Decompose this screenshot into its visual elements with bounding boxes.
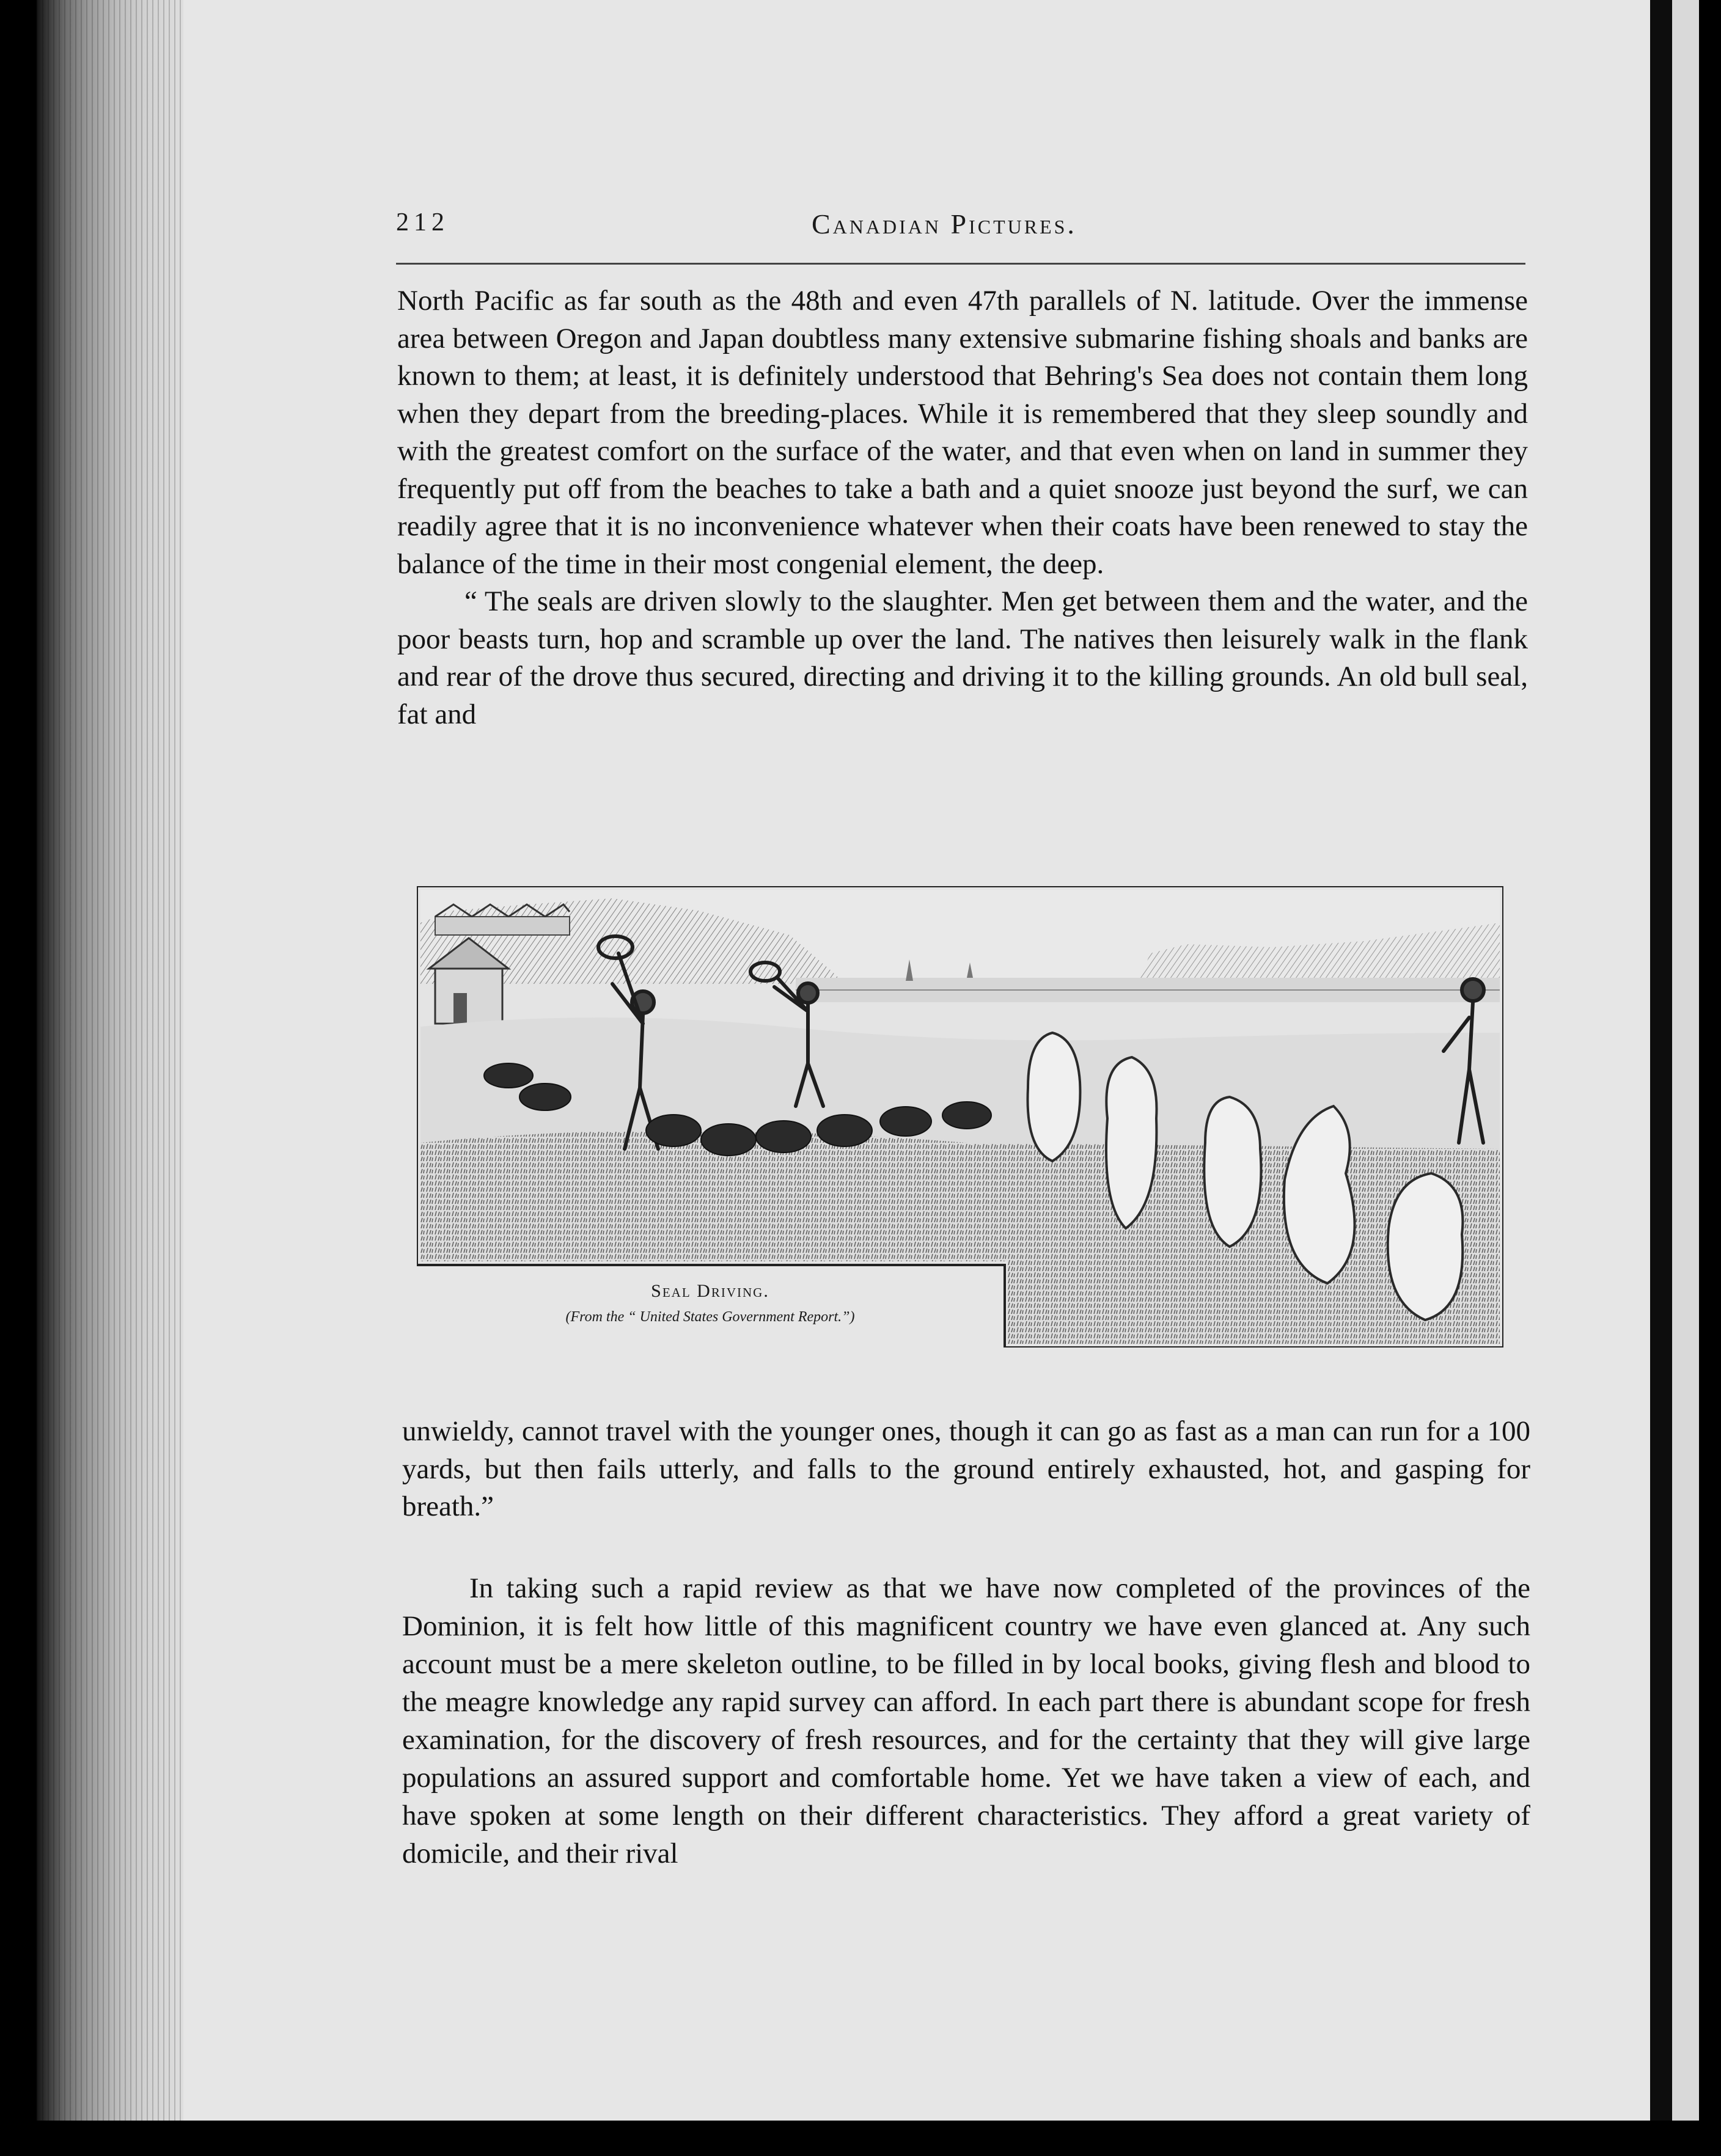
body-text-bottom: [402, 1569, 1530, 1872]
body-text-continuation: [402, 1413, 1530, 1526]
figure-source: (From the “ United States Government Report.”): [565, 1309, 855, 1325]
body-text-top: [397, 282, 1528, 733]
running-title: Canadian Pictures.: [812, 208, 1077, 240]
figure-title: Seal Driving.: [651, 1281, 769, 1301]
paragraph-conclusion: In taking such a rapid review as that we have now completed of the provinces of the Dominion, it is felt how little of this magnificent country we have even glanced at. Any such account must be a mere skeleton outline, to be filled in by local books, giving flesh and blood to the meagre knowledge any rapid survey can afford. In each part there is abundant scope for fresh examination, for the discovery of fresh resources, and for the certainty that they will give large populations an assured support and comfortable home. Yet we have taken a view of each, and have spoken at some length on their different characteristics. They afford a great variety of domicile, and their rival: [402, 1572, 1530, 1869]
seal-driving-illustration: [417, 886, 1503, 1348]
page-number: 212: [396, 208, 449, 237]
running-head: [396, 208, 1525, 244]
facing-page-edge: [1672, 0, 1699, 2121]
binding-gutter: [1650, 0, 1672, 2156]
scan-bottom-border: [0, 2121, 1721, 2156]
page-edge-stack: [37, 0, 183, 2121]
figure-caption: [417, 1281, 1004, 1326]
paragraph-quotation-end: unwieldy, cannot travel with the younger ones, though it can go as fast as a man can run for a 100 yards, but then fails utterly, and falls to the ground entirely exhausted, hot, and gasping for breath.”: [402, 1415, 1530, 1522]
paragraph-quotation: “ The seals are driven slowly to the slaughter. Men get between them and the water, and the poor beasts turn, hop and scramble up over the land. The natives then leisurely walk in the flank and rear of the drove thus secured, directing and driving it to the killing grounds. An old bull seal, fat and: [397, 585, 1528, 730]
header-rule: [396, 263, 1525, 265]
paragraph-continued: North Pacific as far south as the 48th and even 47th parallels of N. latitude. Over the immense area between Oregon and Japan doubtless many extensive submarine fishing shoals and banks are known to them; at least, it is definitely understood that Behring's Sea does not contain them long when they depart from the breeding-places. While it is remembered that they sleep soundly and with the greatest comfort on the surface of the water, and that even when on land in summer they frequently put off from the beaches to take a bath and a quiet snooze just beyond the surf, we can readily agree that it is no inconvenience whatever when their coats have been renewed to stay the balance of the time in their most congenial element, the deep.: [397, 285, 1528, 580]
